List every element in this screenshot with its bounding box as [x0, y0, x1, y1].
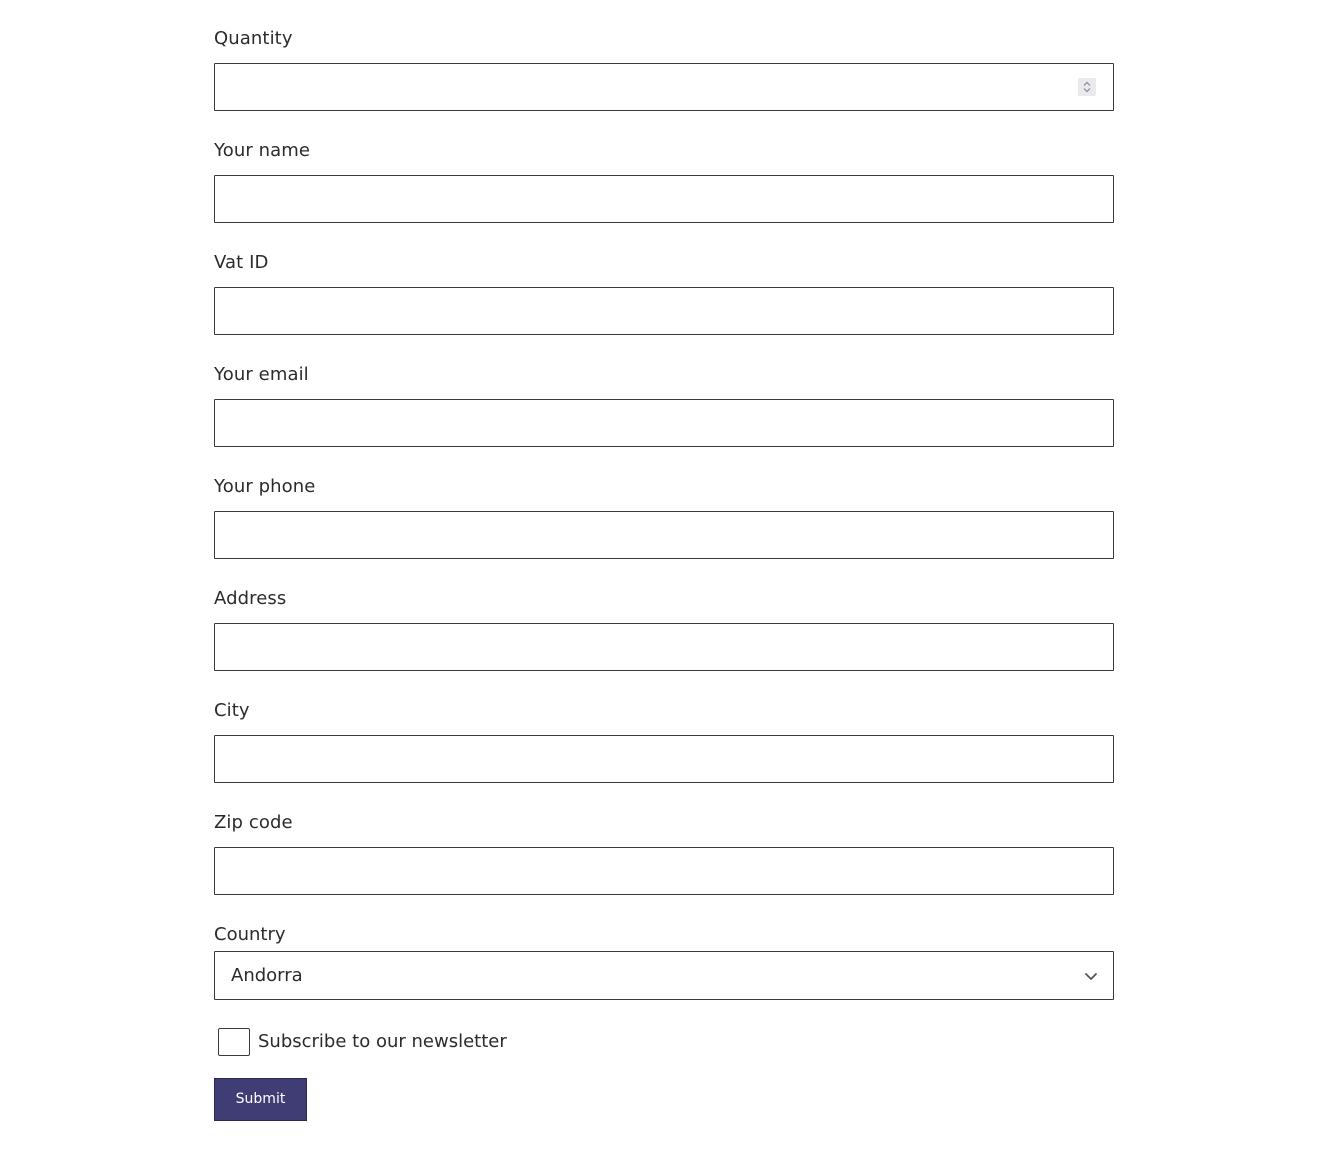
- country-label: Country: [214, 924, 286, 945]
- city-input-box[interactable]: [214, 735, 1114, 783]
- name-field: [214, 138, 1114, 250]
- vat-id-input[interactable]: [215, 288, 1113, 334]
- country-select[interactable]: [214, 951, 1114, 1000]
- quantity-input-box[interactable]: [214, 63, 1114, 111]
- email-input[interactable]: [215, 400, 1113, 446]
- name-input-box[interactable]: [214, 175, 1114, 223]
- zip-code-field: [214, 810, 1114, 922]
- newsletter-checkbox[interactable]: [218, 1028, 250, 1056]
- name-label: Your name: [214, 140, 311, 161]
- newsletter-row: [218, 1027, 507, 1057]
- address-input-box[interactable]: [214, 623, 1114, 671]
- email-field: [214, 362, 1114, 474]
- phone-input-box[interactable]: [214, 511, 1114, 559]
- zip-code-input-box[interactable]: [214, 847, 1114, 895]
- quantity-label: Quantity: [214, 28, 293, 49]
- quantity-field: [214, 26, 1114, 138]
- phone-input[interactable]: [215, 512, 1113, 558]
- phone-label: Your phone: [214, 476, 316, 497]
- spinner-arrows-icon[interactable]: [1078, 78, 1096, 96]
- newsletter-label[interactable]: Subscribe to our newsletter: [258, 1031, 507, 1052]
- vat-id-label: Vat ID: [214, 252, 269, 273]
- city-field: [214, 698, 1114, 810]
- city-input[interactable]: [215, 736, 1113, 782]
- quantity-input[interactable]: [215, 64, 1113, 110]
- chevron-down-icon: [1083, 968, 1099, 984]
- name-input[interactable]: [215, 176, 1113, 222]
- vat-id-field: [214, 250, 1114, 362]
- order-form: [214, 26, 1114, 1107]
- city-label: City: [214, 700, 250, 721]
- country-selected-value: Andorra: [231, 965, 303, 986]
- address-input[interactable]: [215, 624, 1113, 670]
- address-label: Address: [214, 588, 287, 609]
- address-field: [214, 586, 1114, 698]
- email-label: Your email: [214, 364, 309, 385]
- zip-code-input[interactable]: [215, 848, 1113, 894]
- email-input-box[interactable]: [214, 399, 1114, 447]
- phone-field: [214, 474, 1114, 586]
- zip-code-label: Zip code: [214, 812, 293, 833]
- vat-id-input-box[interactable]: [214, 287, 1114, 335]
- submit-button[interactable]: Submit: [214, 1078, 307, 1121]
